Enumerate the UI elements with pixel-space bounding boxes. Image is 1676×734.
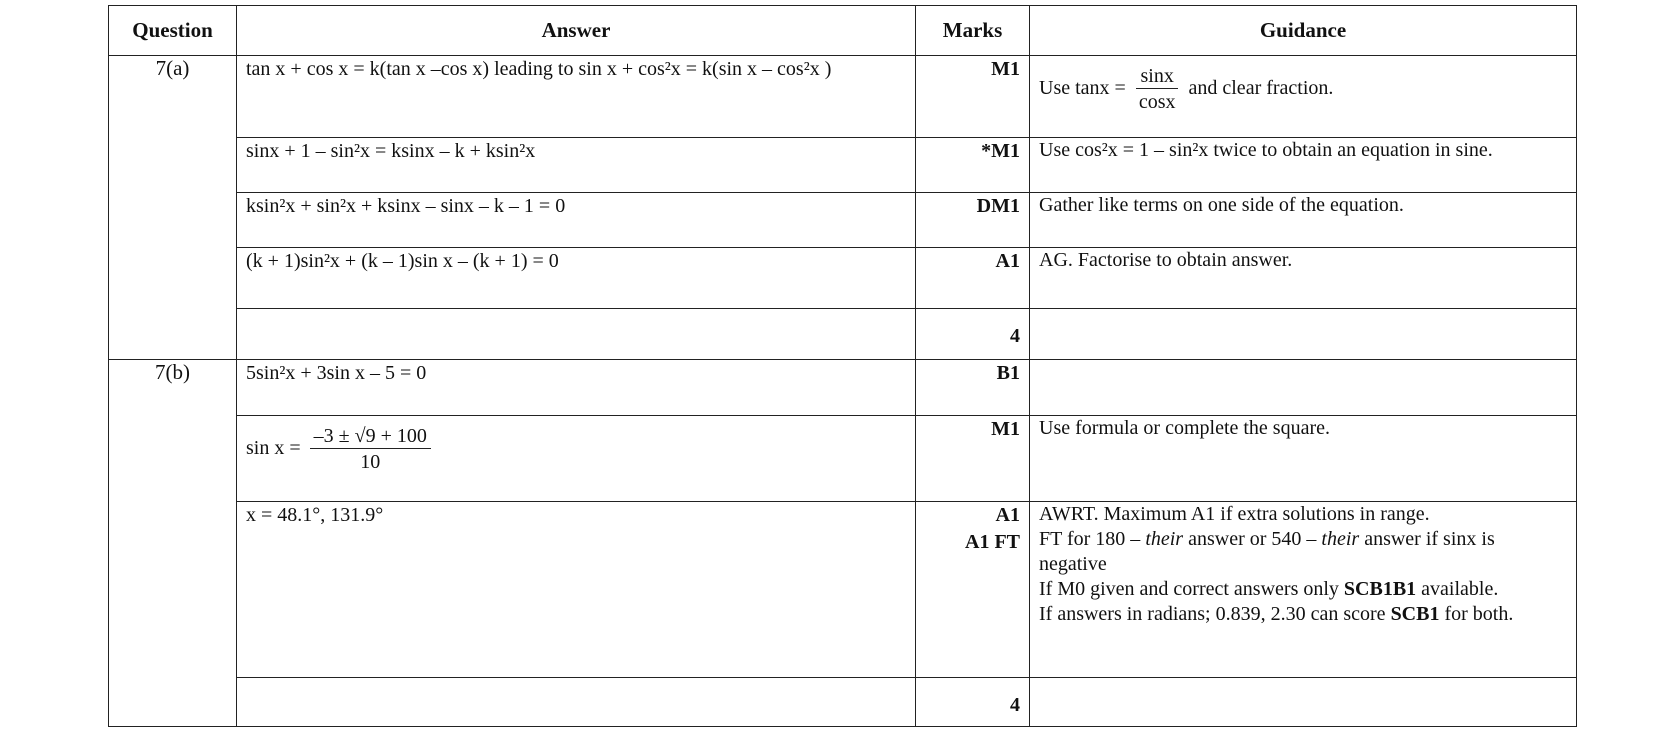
answer-cell: ksin²x + sin²x + ksinx – sinx – k – 1 = 0 xyxy=(237,193,916,248)
answer-cell: (k + 1)sin²x + (k – 1)sin x – (k + 1) = 0 xyxy=(237,248,916,309)
answer-cell xyxy=(237,416,916,502)
guidance-bold: SCB1B1 xyxy=(1343,578,1417,600)
mark-cell: *M1 xyxy=(916,138,1030,193)
fraction xyxy=(310,424,431,475)
guidance-cell-empty xyxy=(1030,360,1577,416)
guidance-text: for both. xyxy=(1439,603,1514,625)
total-mark: 4 xyxy=(916,309,1030,360)
fraction-denominator: cosx xyxy=(1138,91,1176,113)
answer-cell: 5sin²x + 3sin x – 5 = 0 xyxy=(237,360,916,416)
table-row xyxy=(109,248,1577,309)
total-row xyxy=(109,678,1577,727)
fraction xyxy=(1135,64,1180,115)
table-row xyxy=(109,56,1577,138)
mark-scheme-table xyxy=(108,5,1577,727)
guidance-text: and clear fraction. xyxy=(1188,77,1334,100)
question-label-7a: 7(a) xyxy=(109,56,237,360)
guidance-cell: Use formula or complete the square. xyxy=(1030,416,1577,502)
guidance-text: If answers in radians; 0.839, 2.30 can score xyxy=(1039,603,1391,625)
guidance-cell-empty xyxy=(1030,309,1577,360)
table-row xyxy=(109,360,1577,416)
answer-cell: x = 48.1°, 131.9° xyxy=(237,502,916,678)
guidance-text: answer or 540 – xyxy=(1183,528,1322,550)
header-row xyxy=(109,6,1577,56)
answer-cell-empty xyxy=(237,678,916,727)
table-row xyxy=(109,502,1577,678)
header-guidance: Guidance xyxy=(1030,6,1577,56)
answer-cell-empty xyxy=(237,309,916,360)
question-label-7b: 7(b) xyxy=(109,360,237,727)
guidance-cell xyxy=(1030,56,1577,138)
guidance-cell: AG. Factorise to obtain answer. xyxy=(1030,248,1577,309)
guidance-text: FT for 180 – xyxy=(1039,528,1146,550)
mark-cell xyxy=(916,502,1030,678)
mark-cell: A1 xyxy=(916,248,1030,309)
guidance-text: Use tanx = xyxy=(1039,77,1126,100)
header-answer: Answer xyxy=(237,6,916,56)
mark-cell: DM1 xyxy=(916,193,1030,248)
guidance-line xyxy=(1039,577,1567,602)
answer-cell: sinx + 1 – sin²x = ksinx – k + ksin²x xyxy=(237,138,916,193)
answer-text: sin x = xyxy=(246,437,301,460)
guidance-line xyxy=(1039,527,1567,577)
fraction-numerator: sinx xyxy=(1136,64,1177,89)
mark-a1: A1 xyxy=(995,504,1020,526)
mark-cell: M1 xyxy=(916,56,1030,138)
fraction-numerator: –3 ± √9 + 100 xyxy=(310,424,431,449)
mark-a1-ft: A1 FT xyxy=(965,531,1020,553)
table-row xyxy=(109,138,1577,193)
fraction-denominator: 10 xyxy=(360,451,381,473)
answer-cell: tan x + cos x = k(tan x –cos x) leading to sin x + cos²x = k(sin x – cos²x ) xyxy=(237,56,916,138)
guidance-cell: Gather like terms on one side of the equation. xyxy=(1030,193,1577,248)
guidance-italic: their xyxy=(1145,528,1184,550)
mark-cell: B1 xyxy=(916,360,1030,416)
mark-cell: M1 xyxy=(916,416,1030,502)
guidance-cell-empty xyxy=(1030,678,1577,727)
table-row xyxy=(109,193,1577,248)
guidance-cell xyxy=(1030,502,1577,678)
guidance-bold: SCB1 xyxy=(1390,603,1440,625)
total-row xyxy=(109,309,1577,360)
guidance-italic: their xyxy=(1321,528,1360,550)
guidance-text: answer if sinx is negative xyxy=(1039,528,1495,575)
guidance-line: AWRT. Maximum A1 if extra solutions in range. xyxy=(1039,503,1430,525)
guidance-line xyxy=(1039,602,1567,627)
total-mark: 4 xyxy=(916,678,1030,727)
table-row xyxy=(109,416,1577,502)
header-marks: Marks xyxy=(916,6,1030,56)
guidance-cell: Use cos²x = 1 – sin²x twice to obtain an equation in sine. xyxy=(1030,138,1577,193)
guidance-text: available. xyxy=(1416,578,1499,600)
guidance-text: If M0 given and correct answers only xyxy=(1039,578,1344,600)
header-question: Question xyxy=(109,6,237,56)
